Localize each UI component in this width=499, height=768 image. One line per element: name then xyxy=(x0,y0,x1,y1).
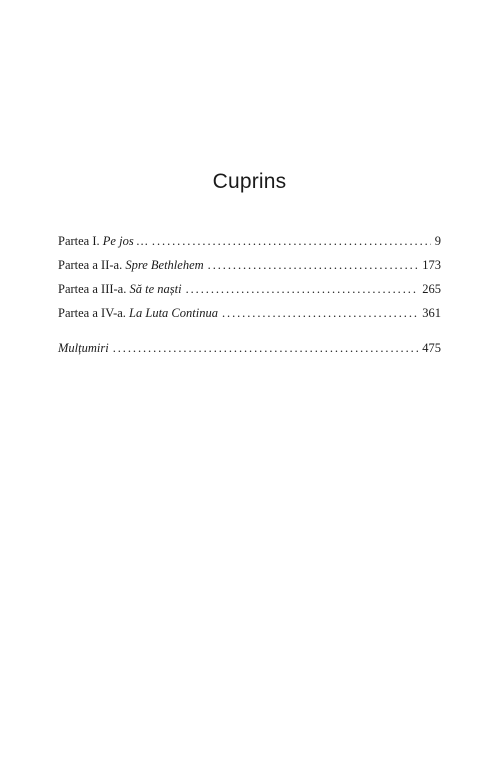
toc-entry-title: Pe jos … xyxy=(102,234,148,248)
toc-entry-label xyxy=(58,282,182,297)
toc-entry-page: 265 xyxy=(422,282,441,296)
toc-entry-prefix: Partea a IV-a. xyxy=(58,306,130,320)
toc-entry-title: Mulțumiri xyxy=(58,341,109,355)
toc-entry-acknowledgements xyxy=(58,341,441,365)
dot-leader xyxy=(186,282,419,297)
toc-entry-page: 361 xyxy=(422,306,441,320)
dot-leader xyxy=(208,258,419,273)
toc-entry-part-2 xyxy=(58,258,441,282)
toc-entry-page: 173 xyxy=(422,258,441,272)
toc-entry-part-1 xyxy=(58,234,441,258)
dot-leader xyxy=(152,234,431,249)
toc-entry-prefix: Partea a II-a. xyxy=(58,258,126,272)
dot-leader xyxy=(222,306,418,321)
toc-entry-title: Să te naști xyxy=(129,282,182,296)
toc-entry-page: 9 xyxy=(434,234,441,248)
toc-entry-title: Spre Bethlehem xyxy=(125,258,204,272)
toc-entry-prefix: Partea a III-a. xyxy=(58,282,130,296)
toc-entry-label xyxy=(58,306,218,321)
toc-entry-title: La Luta Continua xyxy=(129,306,218,320)
toc-entry-part-3 xyxy=(58,282,441,306)
toc-entry-label xyxy=(58,341,109,356)
dot-leader xyxy=(113,341,419,356)
toc-entry-label xyxy=(58,234,148,249)
toc-entry-label xyxy=(58,258,204,273)
toc-entry-part-4 xyxy=(58,306,441,330)
table-of-contents xyxy=(58,234,441,365)
page-title: Cuprins xyxy=(212,170,287,193)
toc-entry-prefix: Partea I. xyxy=(58,234,103,248)
toc-entry-page: 475 xyxy=(422,341,441,355)
